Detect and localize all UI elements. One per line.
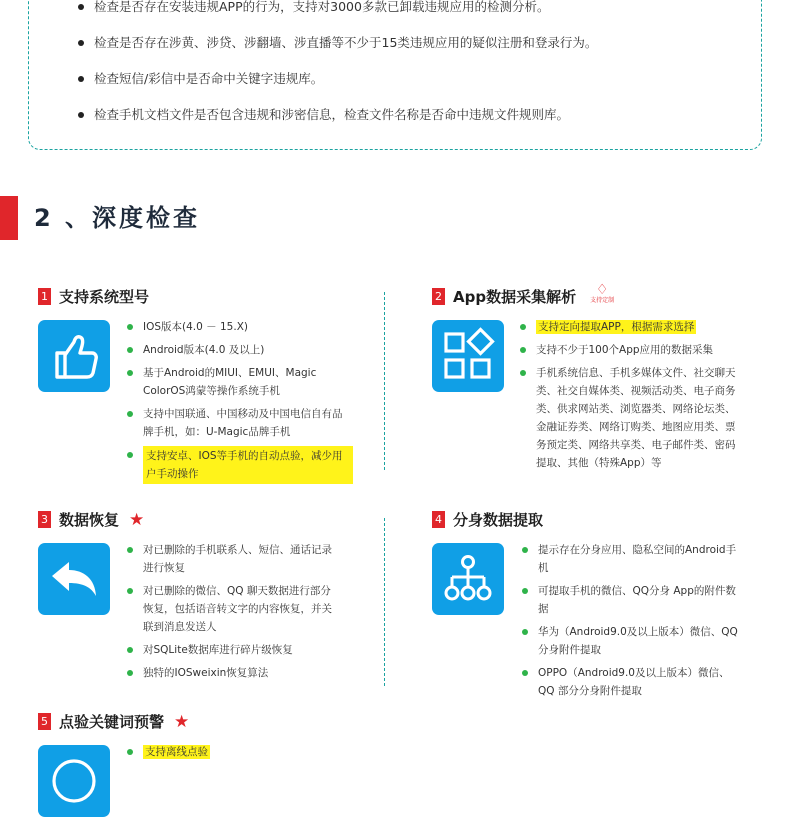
alert-icon (38, 745, 110, 817)
summary-item: 检查是否存在涉黄、涉贷、涉翻墙、涉直播等不少于15类违规应用的疑似注册和登录行为。 (78, 34, 597, 70)
card-number: 3 (38, 511, 51, 528)
list-item: 对已删除的微信、QQ 聊天数据进行部分恢复，包括语音转文字的内容恢复，并关联到消息发送人 (127, 582, 339, 636)
card-1-list (127, 318, 352, 489)
card-number: 1 (38, 288, 51, 305)
summary-item: 检查短信/彩信中是否命中关键字违规库。 (78, 70, 597, 106)
list-item: 支持中国联通、中国移动及中国电信自有品牌手机，如：U-Magic品牌手机 (127, 405, 352, 441)
card-1-header (38, 286, 149, 307)
list-item: 华为（Android9.0及以上版本）微信、QQ分身附件提取 (522, 623, 744, 659)
card-title: 点验关键词预警 (59, 713, 165, 731)
highlighted-text: 支持定向提取APP，根据需求选择 (538, 321, 695, 333)
star-icon: ★ (174, 711, 190, 732)
list-item: Android版本(4.0 及以上) (127, 341, 352, 359)
card-4-list (522, 541, 744, 705)
custom-badge (590, 283, 614, 305)
diamond-icon: ♢ (595, 281, 609, 298)
list-item: IOS版本(4.0 － 15.X) (127, 318, 352, 336)
star-icon: ★ (129, 509, 145, 530)
list-item: 提示存在分身应用、隐私空间的Android手机 (522, 541, 744, 577)
undo-arrow-icon (38, 543, 110, 615)
card-title: 支持系统型号 (59, 288, 150, 306)
column-divider (384, 292, 385, 470)
list-item: 可提取手机的微信、QQ分身 App的附件数据 (522, 582, 744, 618)
card-title: 数据恢复 (59, 511, 120, 529)
list-item: 对SQLite数据库进行碎片级恢复 (127, 641, 339, 659)
card-3-header (38, 509, 144, 530)
list-item: 支持不少于100个App应用的数据采集 (520, 341, 742, 359)
thumbs-up-icon (38, 320, 110, 392)
card-title: App数据采集解析 (453, 288, 577, 306)
column-divider (384, 518, 385, 686)
list-item: 独特的IOSweixin恢复算法 (127, 664, 339, 682)
card-number: 2 (432, 288, 445, 305)
card-2-header (432, 281, 615, 307)
section-marker (0, 196, 18, 240)
card-5-list (127, 743, 339, 766)
highlighted-text: 支持离线点验 (145, 746, 208, 758)
list-item: 基于Android的MIUI、EMUI、Magic ColorOS鸿蒙等操作系统手机 (127, 364, 352, 400)
list-item (127, 743, 339, 761)
list-item (127, 446, 352, 484)
list-item (520, 318, 742, 336)
card-3-list (127, 541, 339, 687)
card-title: 分身数据提取 (453, 511, 544, 529)
highlighted-text: 支持安卓、IOS等手机的自动点验，减少用户手动操作 (143, 446, 353, 484)
card-2-list (520, 318, 742, 477)
summary-item: 检查手机文档文件是否包含违规和涉密信息，检查文件名称是否命中违规文件规则库。 (78, 106, 597, 142)
network-tree-icon (432, 543, 504, 615)
summary-item: 检查是否存在安装违规APP的行为，支持对3000多款已卸载违规应用的检测分析。 (78, 0, 597, 34)
card-number: 4 (432, 511, 445, 528)
app-grid-icon (432, 320, 504, 392)
badge-label: 支持定制 (590, 296, 615, 304)
list-item: OPPO（Android9.0及以上版本）微信、QQ 部分分身附件提取 (522, 664, 744, 700)
card-number: 5 (38, 713, 51, 730)
feature-summary-list (78, 0, 597, 142)
card-4-header (432, 509, 543, 530)
section-title: 2 、深度检查 (34, 204, 201, 232)
list-item: 手机系统信息、手机多媒体文件、社交聊天类、社交自媒体类、视频活动类、电子商务类、供求网站类、浏览器类、网络论坛类、金融证券类、网络订购类、地图应用类、票务预定类、网络共享类、电子邮件类、密码提取、其他（特殊App）等 (520, 364, 742, 472)
card-5-header (38, 711, 189, 732)
list-item: 对已删除的手机联系人、短信、通话记录进行恢复 (127, 541, 339, 577)
